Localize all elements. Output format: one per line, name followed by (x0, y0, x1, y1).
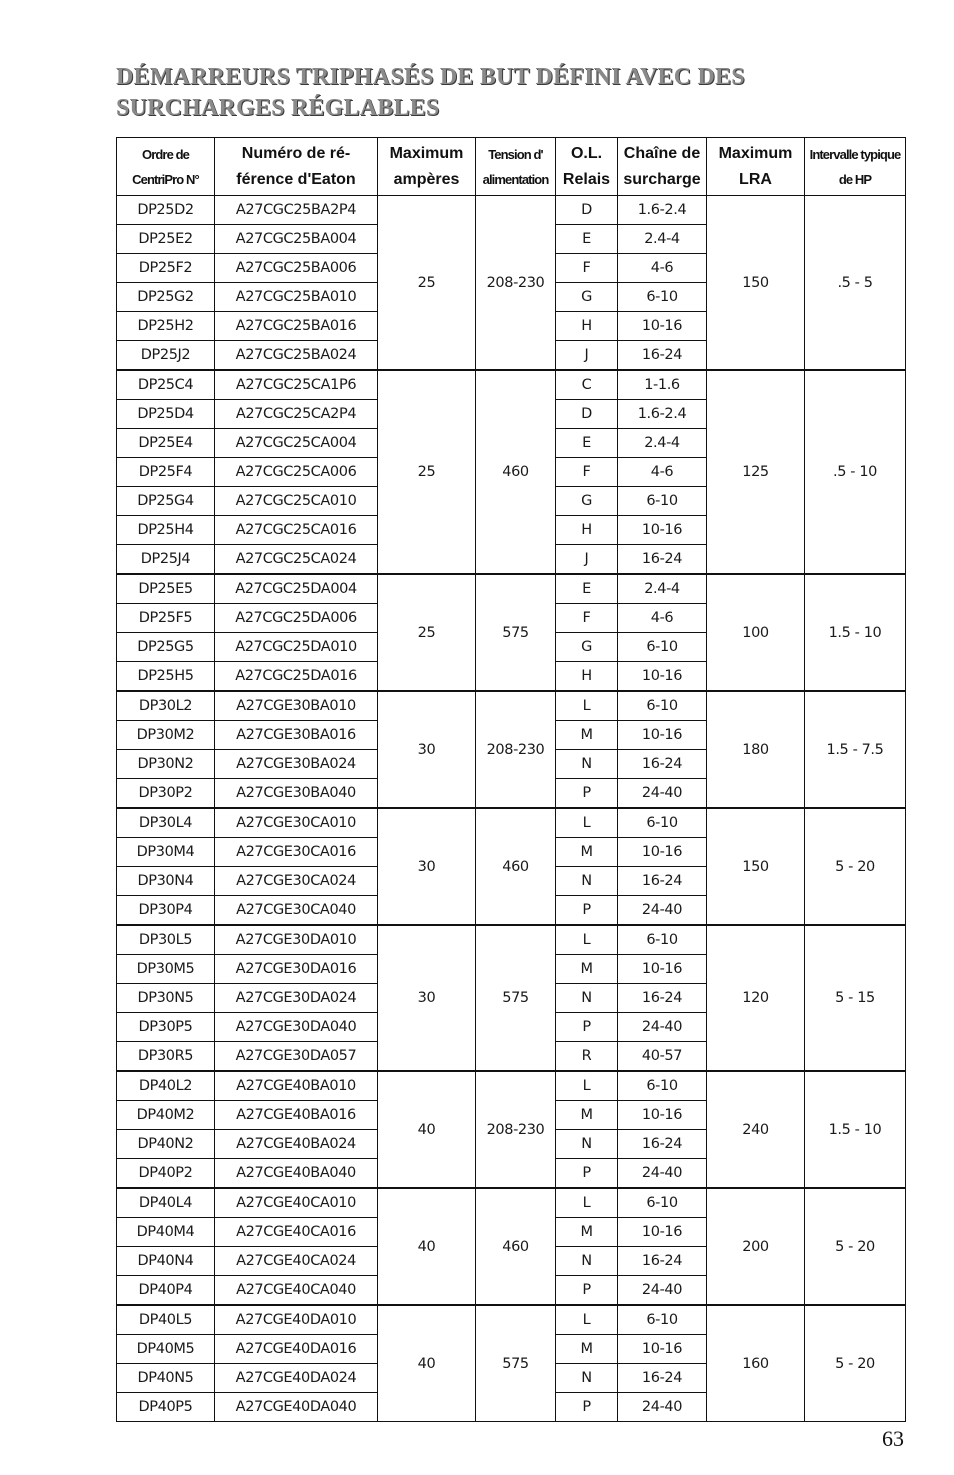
cell-overload-range: 2.4-4 (618, 574, 707, 604)
cell-hp-range: 1.5 - 10 (805, 1071, 906, 1188)
cell-ol-relay: N (556, 750, 618, 779)
cell-eaton-reference: A27CGE40CA040 (215, 1276, 378, 1306)
header-supply-voltage: Tension d' alimentation (476, 138, 556, 196)
cell-eaton-reference: A27CGE40CA016 (215, 1218, 378, 1247)
cell-ol-relay: M (556, 721, 618, 750)
cell-max-lra: 150 (707, 196, 805, 371)
starter-spec-table (116, 137, 906, 1422)
cell-max-lra: 200 (707, 1188, 805, 1305)
cell-max-lra: 240 (707, 1071, 805, 1188)
cell-overload-range: 6-10 (618, 1071, 707, 1101)
cell-eaton-reference: A27CGC25DA006 (215, 604, 378, 633)
cell-order-number: DP40M5 (117, 1335, 215, 1364)
cell-supply-voltage: 575 (476, 925, 556, 1071)
cell-eaton-reference: A27CGE30BA016 (215, 721, 378, 750)
cell-overload-range: 6-10 (618, 691, 707, 721)
cell-ol-relay: M (556, 1335, 618, 1364)
cell-order-number: DP25H2 (117, 312, 215, 341)
header-overload-range: Chaîne de surcharge (618, 138, 707, 196)
cell-order-number: DP30P4 (117, 896, 215, 926)
cell-eaton-reference: A27CGE40DA016 (215, 1335, 378, 1364)
table-row (117, 1305, 906, 1335)
cell-overload-range: 2.4-4 (618, 225, 707, 254)
cell-eaton-reference: A27CGE30CA040 (215, 896, 378, 926)
cell-max-lra: 160 (707, 1305, 805, 1422)
cell-ol-relay: L (556, 1305, 618, 1335)
cell-supply-voltage: 460 (476, 808, 556, 925)
cell-ol-relay: M (556, 838, 618, 867)
cell-ol-relay: P (556, 779, 618, 809)
header-ol-relay: O.L. Relais (556, 138, 618, 196)
cell-ol-relay: C (556, 370, 618, 400)
cell-ol-relay: N (556, 867, 618, 896)
header-max-amps: Maximum ampères (378, 138, 476, 196)
cell-eaton-reference: A27CGE30BA010 (215, 691, 378, 721)
header-eaton-reference: Numéro de ré-férence d'Eaton (215, 138, 378, 196)
cell-supply-voltage: 208-230 (476, 691, 556, 808)
cell-eaton-reference: A27CGE40DA040 (215, 1393, 378, 1422)
cell-order-number: DP25F2 (117, 254, 215, 283)
cell-eaton-reference: A27CGC25CA1P6 (215, 370, 378, 400)
cell-order-number: DP25D2 (117, 196, 215, 225)
cell-eaton-reference: A27CGE40CA010 (215, 1188, 378, 1218)
cell-ol-relay: F (556, 458, 618, 487)
cell-ol-relay: P (556, 1393, 618, 1422)
cell-order-number: DP25E5 (117, 574, 215, 604)
cell-eaton-reference: A27CGE40DA010 (215, 1305, 378, 1335)
cell-eaton-reference: A27CGE30DA024 (215, 984, 378, 1013)
cell-overload-range: 40-57 (618, 1042, 707, 1072)
cell-hp-range: .5 - 5 (805, 196, 906, 371)
cell-ol-relay: E (556, 574, 618, 604)
cell-ol-relay: E (556, 225, 618, 254)
cell-order-number: DP30P2 (117, 779, 215, 809)
cell-overload-range: 16-24 (618, 1364, 707, 1393)
cell-hp-range: 5 - 20 (805, 808, 906, 925)
cell-supply-voltage: 575 (476, 574, 556, 691)
cell-ol-relay: R (556, 1042, 618, 1072)
cell-order-number: DP25J2 (117, 341, 215, 371)
cell-overload-range: 2.4-4 (618, 429, 707, 458)
cell-overload-range: 1-1.6 (618, 370, 707, 400)
cell-ol-relay: L (556, 691, 618, 721)
cell-order-number: DP40P5 (117, 1393, 215, 1422)
cell-order-number: DP40P2 (117, 1159, 215, 1189)
cell-overload-range: 24-40 (618, 1159, 707, 1189)
cell-ol-relay: H (556, 662, 618, 692)
cell-max-lra: 100 (707, 574, 805, 691)
cell-ol-relay: J (556, 545, 618, 575)
table-row (117, 1188, 906, 1218)
cell-overload-range: 1.6-2.4 (618, 400, 707, 429)
cell-ol-relay: N (556, 1364, 618, 1393)
cell-order-number: DP30M5 (117, 955, 215, 984)
cell-eaton-reference: A27CGC25CA004 (215, 429, 378, 458)
cell-eaton-reference: A27CGE30CA016 (215, 838, 378, 867)
cell-supply-voltage: 575 (476, 1305, 556, 1422)
cell-eaton-reference: A27CGE30DA010 (215, 925, 378, 955)
cell-ol-relay: G (556, 487, 618, 516)
cell-eaton-reference: A27CGC25DA016 (215, 662, 378, 692)
cell-ol-relay: H (556, 516, 618, 545)
cell-overload-range: 10-16 (618, 1218, 707, 1247)
cell-overload-range: 10-16 (618, 721, 707, 750)
cell-order-number: DP40M4 (117, 1218, 215, 1247)
cell-overload-range: 4-6 (618, 254, 707, 283)
cell-supply-voltage: 460 (476, 1188, 556, 1305)
cell-order-number: DP30L2 (117, 691, 215, 721)
cell-ol-relay: G (556, 283, 618, 312)
cell-order-number: DP30N5 (117, 984, 215, 1013)
cell-ol-relay: P (556, 1276, 618, 1306)
cell-max-amps: 40 (378, 1188, 476, 1305)
cell-order-number: DP25E4 (117, 429, 215, 458)
cell-overload-range: 16-24 (618, 545, 707, 575)
table-body (117, 196, 906, 1422)
cell-order-number: DP30P5 (117, 1013, 215, 1042)
cell-overload-range: 10-16 (618, 312, 707, 341)
cell-supply-voltage: 208-230 (476, 1071, 556, 1188)
cell-max-amps: 40 (378, 1305, 476, 1422)
cell-eaton-reference: A27CGC25DA004 (215, 574, 378, 604)
table-header-row (117, 138, 906, 196)
cell-order-number: DP40N2 (117, 1130, 215, 1159)
cell-ol-relay: L (556, 808, 618, 838)
cell-max-amps: 40 (378, 1071, 476, 1188)
cell-eaton-reference: A27CGE30DA057 (215, 1042, 378, 1072)
cell-eaton-reference: A27CGC25BA2P4 (215, 196, 378, 225)
table-row (117, 370, 906, 400)
cell-max-amps: 30 (378, 691, 476, 808)
cell-order-number: DP30L4 (117, 808, 215, 838)
cell-max-amps: 30 (378, 808, 476, 925)
cell-ol-relay: H (556, 312, 618, 341)
cell-overload-range: 10-16 (618, 838, 707, 867)
cell-eaton-reference: A27CGE40BA010 (215, 1071, 378, 1101)
cell-eaton-reference: A27CGE30BA024 (215, 750, 378, 779)
cell-hp-range: 1.5 - 10 (805, 574, 906, 691)
cell-overload-range: 6-10 (618, 633, 707, 662)
cell-overload-range: 4-6 (618, 458, 707, 487)
cell-ol-relay: L (556, 1188, 618, 1218)
cell-overload-range: 16-24 (618, 1247, 707, 1276)
cell-eaton-reference: A27CGE30DA040 (215, 1013, 378, 1042)
cell-overload-range: 16-24 (618, 1130, 707, 1159)
table-row (117, 196, 906, 225)
cell-order-number: DP30N2 (117, 750, 215, 779)
cell-order-number: DP25G2 (117, 283, 215, 312)
cell-max-lra: 120 (707, 925, 805, 1071)
cell-overload-range: 10-16 (618, 955, 707, 984)
cell-max-lra: 125 (707, 370, 805, 574)
cell-hp-range: 5 - 15 (805, 925, 906, 1071)
table-row (117, 925, 906, 955)
cell-overload-range: 6-10 (618, 808, 707, 838)
cell-ol-relay: M (556, 1218, 618, 1247)
cell-order-number: DP40N5 (117, 1364, 215, 1393)
cell-order-number: DP30M2 (117, 721, 215, 750)
cell-eaton-reference: A27CGE30CA024 (215, 867, 378, 896)
cell-order-number: DP25F5 (117, 604, 215, 633)
cell-supply-voltage: 208-230 (476, 196, 556, 371)
cell-eaton-reference: A27CGC25CA010 (215, 487, 378, 516)
cell-order-number: DP25J4 (117, 545, 215, 575)
cell-overload-range: 24-40 (618, 779, 707, 809)
cell-eaton-reference: A27CGE40BA016 (215, 1101, 378, 1130)
cell-eaton-reference: A27CGC25BA004 (215, 225, 378, 254)
page-title: DÉMARREURS TRIPHASÉS DE BUT DÉFINI AVEC DES SURCHARGES RÉGLABLES (116, 64, 745, 121)
cell-overload-range: 1.6-2.4 (618, 196, 707, 225)
cell-eaton-reference: A27CGC25CA016 (215, 516, 378, 545)
cell-overload-range: 24-40 (618, 1276, 707, 1306)
cell-order-number: DP40M2 (117, 1101, 215, 1130)
cell-order-number: DP25G4 (117, 487, 215, 516)
cell-ol-relay: F (556, 604, 618, 633)
table-row (117, 1071, 906, 1101)
cell-max-amps: 25 (378, 370, 476, 574)
cell-ol-relay: E (556, 429, 618, 458)
header-hp-range: Intervalle typique de HP (805, 138, 906, 196)
cell-order-number: DP25E2 (117, 225, 215, 254)
cell-order-number: DP25G5 (117, 633, 215, 662)
cell-ol-relay: J (556, 341, 618, 371)
cell-ol-relay: M (556, 1101, 618, 1130)
cell-ol-relay: P (556, 896, 618, 926)
cell-eaton-reference: A27CGE30BA040 (215, 779, 378, 809)
cell-ol-relay: N (556, 1130, 618, 1159)
cell-ol-relay: D (556, 400, 618, 429)
cell-order-number: DP25H4 (117, 516, 215, 545)
cell-eaton-reference: A27CGC25CA024 (215, 545, 378, 575)
cell-order-number: DP30R5 (117, 1042, 215, 1072)
cell-order-number: DP25F4 (117, 458, 215, 487)
cell-overload-range: 6-10 (618, 487, 707, 516)
cell-order-number: DP40L2 (117, 1071, 215, 1101)
header-max-lra: Maximum LRA (707, 138, 805, 196)
cell-eaton-reference: A27CGC25BA006 (215, 254, 378, 283)
cell-eaton-reference: A27CGC25DA010 (215, 633, 378, 662)
cell-ol-relay: L (556, 1071, 618, 1101)
table-row (117, 574, 906, 604)
cell-eaton-reference: A27CGC25BA010 (215, 283, 378, 312)
cell-supply-voltage: 460 (476, 370, 556, 574)
cell-order-number: DP40L4 (117, 1188, 215, 1218)
cell-eaton-reference: A27CGE40CA024 (215, 1247, 378, 1276)
table-row (117, 808, 906, 838)
cell-overload-range: 6-10 (618, 1305, 707, 1335)
cell-overload-range: 16-24 (618, 984, 707, 1013)
cell-overload-range: 6-10 (618, 925, 707, 955)
cell-order-number: DP25D4 (117, 400, 215, 429)
cell-eaton-reference: A27CGC25BA016 (215, 312, 378, 341)
cell-eaton-reference: A27CGC25CA006 (215, 458, 378, 487)
cell-order-number: DP30N4 (117, 867, 215, 896)
cell-eaton-reference: A27CGE30DA016 (215, 955, 378, 984)
cell-eaton-reference: A27CGC25CA2P4 (215, 400, 378, 429)
cell-overload-range: 16-24 (618, 750, 707, 779)
cell-overload-range: 4-6 (618, 604, 707, 633)
cell-overload-range: 24-40 (618, 896, 707, 926)
cell-order-number: DP40L5 (117, 1305, 215, 1335)
cell-max-amps: 25 (378, 574, 476, 691)
cell-overload-range: 10-16 (618, 662, 707, 692)
cell-overload-range: 10-16 (618, 516, 707, 545)
cell-overload-range: 6-10 (618, 1188, 707, 1218)
cell-max-lra: 180 (707, 691, 805, 808)
cell-overload-range: 16-24 (618, 867, 707, 896)
cell-max-amps: 30 (378, 925, 476, 1071)
cell-overload-range: 6-10 (618, 283, 707, 312)
cell-eaton-reference: A27CGE40BA040 (215, 1159, 378, 1189)
cell-overload-range: 16-24 (618, 341, 707, 371)
cell-max-amps: 25 (378, 196, 476, 371)
cell-ol-relay: N (556, 1247, 618, 1276)
cell-eaton-reference: A27CGE40BA024 (215, 1130, 378, 1159)
cell-order-number: DP25C4 (117, 370, 215, 400)
cell-hp-range: 5 - 20 (805, 1188, 906, 1305)
cell-overload-range: 24-40 (618, 1393, 707, 1422)
cell-overload-range: 24-40 (618, 1013, 707, 1042)
cell-ol-relay: D (556, 196, 618, 225)
cell-ol-relay: F (556, 254, 618, 283)
header-order-number: Ordre de CentriPro N° (117, 138, 215, 196)
cell-ol-relay: P (556, 1013, 618, 1042)
cell-overload-range: 10-16 (618, 1101, 707, 1130)
table-row (117, 691, 906, 721)
cell-order-number: DP30L5 (117, 925, 215, 955)
cell-overload-range: 10-16 (618, 1335, 707, 1364)
cell-max-lra: 150 (707, 808, 805, 925)
cell-eaton-reference: A27CGE30CA010 (215, 808, 378, 838)
cell-hp-range: .5 - 10 (805, 370, 906, 574)
cell-order-number: DP40N4 (117, 1247, 215, 1276)
cell-order-number: DP40P4 (117, 1276, 215, 1306)
cell-hp-range: 1.5 - 7.5 (805, 691, 906, 808)
cell-hp-range: 5 - 20 (805, 1305, 906, 1422)
cell-eaton-reference: A27CGC25BA024 (215, 341, 378, 371)
cell-eaton-reference: A27CGE40DA024 (215, 1364, 378, 1393)
cell-ol-relay: M (556, 955, 618, 984)
cell-order-number: DP25H5 (117, 662, 215, 692)
cell-order-number: DP30M4 (117, 838, 215, 867)
cell-ol-relay: P (556, 1159, 618, 1189)
cell-ol-relay: G (556, 633, 618, 662)
page-number: 63 (882, 1426, 904, 1451)
cell-ol-relay: L (556, 925, 618, 955)
cell-ol-relay: N (556, 984, 618, 1013)
